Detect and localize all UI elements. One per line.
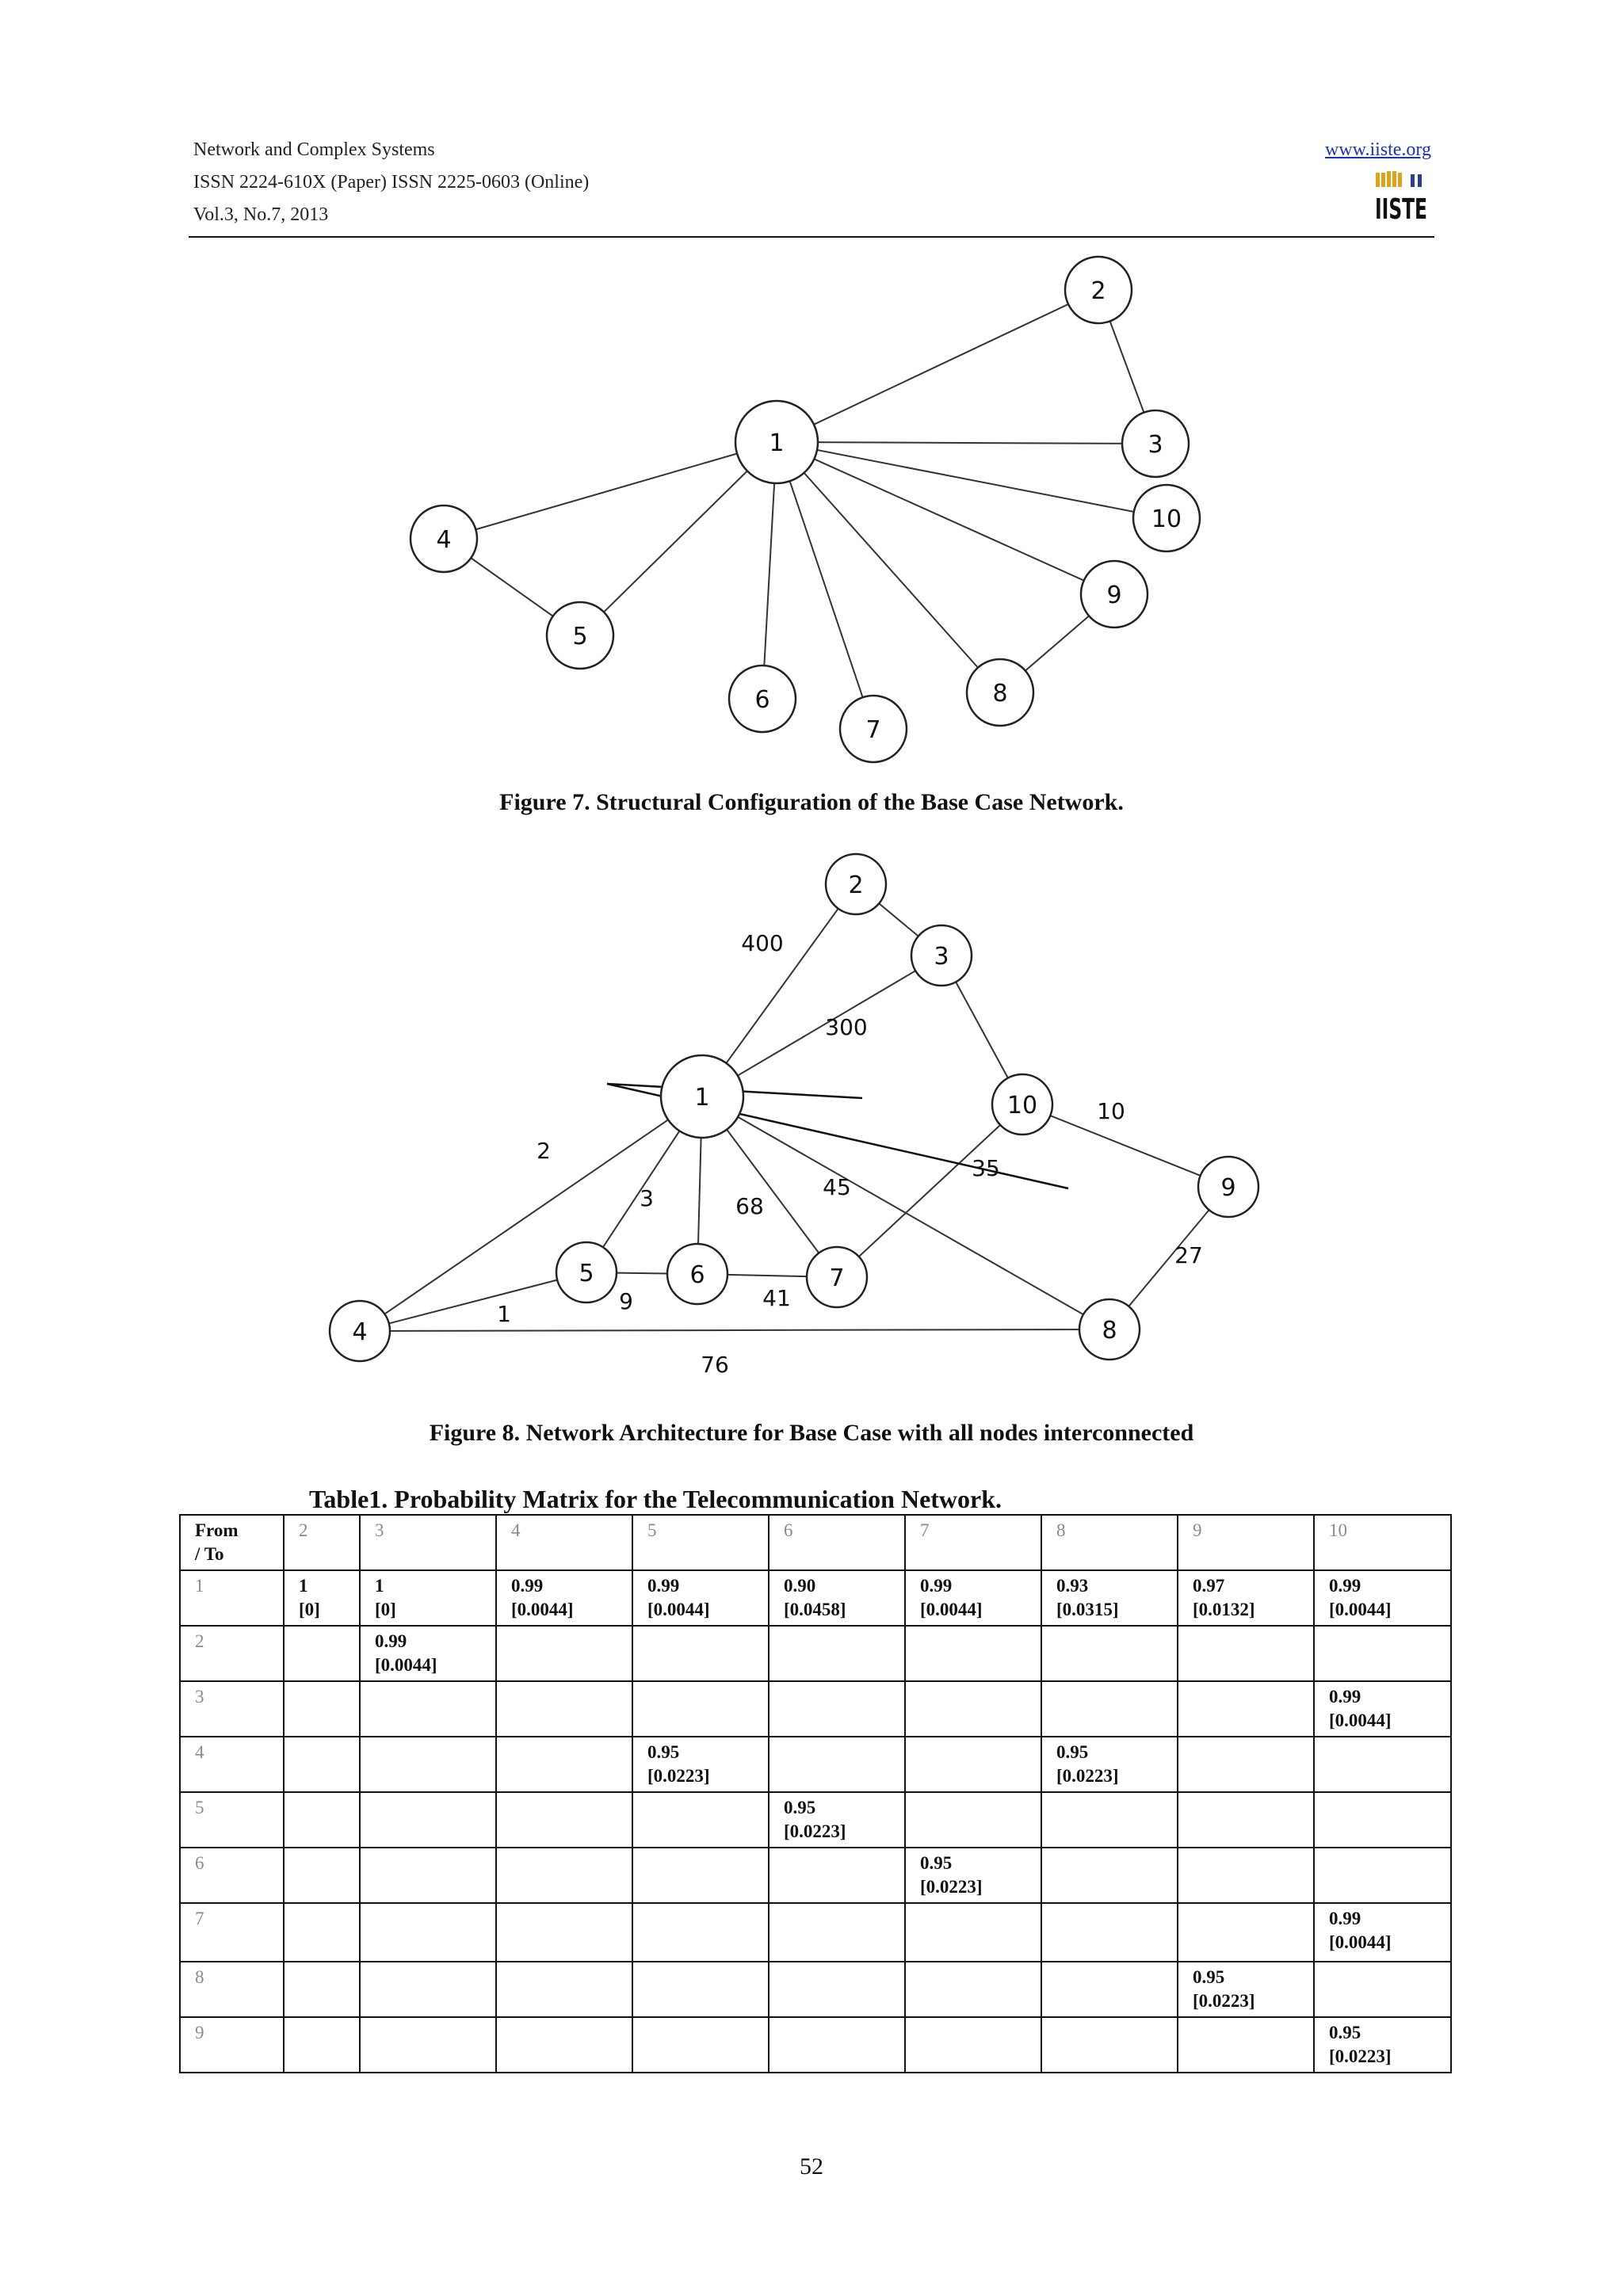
table-row — [180, 2017, 1451, 2073]
fig7-node-3 — [1122, 410, 1189, 477]
fig8-edge-1-4 — [360, 1097, 702, 1331]
table-cell: 0.99 [0.0044] — [905, 1570, 1041, 1626]
table-row — [180, 1848, 1451, 1903]
table-column-header: 6 — [769, 1515, 905, 1570]
table-column-header: 7 — [905, 1515, 1041, 1570]
table-cell — [905, 2017, 1041, 2073]
table-row-header: 1 — [180, 1570, 284, 1626]
table-cell — [905, 1962, 1041, 2017]
table-row-header: 4 — [180, 1737, 284, 1792]
table-cell: 0.99 [0.0044] — [1314, 1570, 1451, 1626]
figure8-network-diagram — [301, 849, 1284, 1388]
table-cell — [905, 1903, 1041, 1962]
table-cell — [284, 1681, 360, 1737]
svg-text:6: 6 — [689, 1261, 705, 1289]
svg-text:1: 1 — [694, 1084, 710, 1112]
table-cell: 0.99 [0.0044] — [1314, 1681, 1451, 1737]
svg-text:5: 5 — [572, 623, 588, 650]
fig8-edge-10-9 — [1022, 1104, 1228, 1187]
fig8-node-7 — [807, 1247, 867, 1307]
table-cell — [284, 1626, 360, 1681]
table-cell — [632, 1903, 769, 1962]
website-link[interactable]: www.iiste.org — [1325, 139, 1431, 160]
table-cell — [1041, 1626, 1178, 1681]
fig8-edge-4-8 — [360, 1329, 1109, 1331]
svg-text:3: 3 — [934, 943, 949, 971]
table-cell — [1314, 1792, 1451, 1848]
table-row — [180, 1737, 1451, 1792]
table-column-header: 10 — [1314, 1515, 1451, 1570]
svg-text:6: 6 — [754, 686, 770, 714]
table-cell — [1178, 1737, 1314, 1792]
table-cell — [284, 1792, 360, 1848]
table-cell — [360, 1848, 496, 1903]
table-cell — [769, 1681, 905, 1737]
fig7-node-9 — [1081, 561, 1148, 627]
table-cell — [1314, 1626, 1451, 1681]
svg-text:10: 10 — [1006, 1092, 1038, 1119]
fig7-node-5 — [547, 602, 613, 669]
table-cell — [1041, 1848, 1178, 1903]
table-row-header: 2 — [180, 1626, 284, 1681]
issn-line: ISSN 2224-610X (Paper) ISSN 2225-0603 (Online) — [193, 172, 590, 193]
table-row — [180, 1681, 1451, 1737]
fig8-edge-label-6-7: 41 — [762, 1285, 791, 1311]
table-cell — [1178, 1903, 1314, 1962]
table-row — [180, 1626, 1451, 1681]
table-cell — [1041, 1962, 1178, 2017]
table-cell — [496, 1792, 632, 1848]
volume-line: Vol.3, No.7, 2013 — [193, 204, 329, 225]
fig8-edge-10-7 — [837, 1104, 1022, 1277]
fig8-node-5 — [556, 1242, 617, 1302]
fig7-node-2 — [1065, 257, 1132, 323]
figure8-caption: Figure 8. Network Architecture for Base Case with all nodes interconnected — [429, 1420, 1194, 1446]
svg-text:8: 8 — [992, 680, 1008, 707]
table-cell — [1314, 1962, 1451, 2017]
table-row-header: 6 — [180, 1848, 284, 1903]
table-cell — [284, 2017, 360, 2073]
svg-text:3: 3 — [1148, 431, 1163, 459]
table-cell — [769, 1737, 905, 1792]
table-cell: 0.97 [0.0132] — [1178, 1570, 1314, 1626]
fig7-edge-1-3 — [777, 442, 1155, 444]
table-cell — [496, 1903, 632, 1962]
table-cell — [769, 1848, 905, 1903]
fig7-edge-1-2 — [777, 290, 1098, 442]
fig8-node-1 — [661, 1055, 743, 1138]
table-cell — [360, 2017, 496, 2073]
svg-text:5: 5 — [579, 1260, 594, 1287]
fig8-edge-label-4-8: 76 — [701, 1352, 729, 1378]
table-cell — [284, 1737, 360, 1792]
table-cell — [1178, 1792, 1314, 1848]
table-row — [180, 1570, 1451, 1626]
table-cell — [496, 2017, 632, 2073]
table-cell: 1 [0] — [360, 1570, 496, 1626]
table-cell — [496, 1848, 632, 1903]
svg-text:10: 10 — [1151, 505, 1182, 533]
table-cell — [769, 1626, 905, 1681]
table-cell — [632, 2017, 769, 2073]
table-cell — [1041, 2017, 1178, 2073]
table-header-row — [180, 1515, 1451, 1570]
figure7-network-diagram — [349, 252, 1252, 775]
table-row-header: 5 — [180, 1792, 284, 1848]
table-cell: 0.95 [0.0223] — [1178, 1962, 1314, 2017]
figure7-edges — [444, 290, 1167, 729]
table-cell — [360, 1792, 496, 1848]
table-cell — [632, 1848, 769, 1903]
svg-text:7: 7 — [865, 716, 881, 744]
svg-text:4: 4 — [352, 1318, 368, 1346]
table-cell — [1041, 1792, 1178, 1848]
svg-text:9: 9 — [1220, 1174, 1236, 1202]
fig8-node-6 — [667, 1244, 727, 1304]
fig8-node-3 — [911, 925, 972, 986]
table-cell — [769, 2017, 905, 2073]
table-cell — [496, 1737, 632, 1792]
table-cell — [496, 1962, 632, 2017]
table-row-header: 7 — [180, 1903, 284, 1962]
fig8-edge-label-10-7: 35 — [972, 1155, 1000, 1181]
table-cell — [1178, 2017, 1314, 2073]
table-cell — [632, 1962, 769, 2017]
table-row-header: 9 — [180, 2017, 284, 2073]
svg-text:9: 9 — [1106, 582, 1122, 609]
table-cell — [360, 1737, 496, 1792]
fig8-edge-label-4-5: 1 — [497, 1301, 511, 1327]
table-cell — [1314, 1848, 1451, 1903]
table-cell: 0.99 [0.0044] — [1314, 1903, 1451, 1962]
table-row — [180, 1962, 1451, 2017]
table-cell: 0.95 [0.0223] — [769, 1792, 905, 1848]
iiste-logo — [1374, 170, 1430, 228]
svg-text:7: 7 — [829, 1264, 845, 1292]
svg-text:8: 8 — [1102, 1317, 1117, 1344]
table-cell — [1178, 1626, 1314, 1681]
table-cell — [284, 1962, 360, 2017]
table-row-header: 3 — [180, 1681, 284, 1737]
header-rule — [189, 236, 1434, 238]
table-cell — [1041, 1681, 1178, 1737]
fig7-edge-1-9 — [777, 442, 1114, 594]
table-cell — [360, 1962, 496, 2017]
table-cell: 0.99 [0.0044] — [632, 1570, 769, 1626]
table-cell: 0.90 [0.0458] — [769, 1570, 905, 1626]
table-cell — [769, 1962, 905, 2017]
fig8-edge-label-10-9: 10 — [1097, 1098, 1125, 1124]
table-row-header: 8 — [180, 1962, 284, 2017]
table-cell — [1314, 1737, 1451, 1792]
fig8-node-2 — [826, 854, 886, 914]
table-cell — [284, 1903, 360, 1962]
fig8-node-8 — [1079, 1299, 1140, 1360]
fig7-node-6 — [729, 666, 796, 732]
table-cell — [360, 1903, 496, 1962]
table-cell — [905, 1626, 1041, 1681]
table-cell — [496, 1626, 632, 1681]
fig8-edge-label-5-6: 9 — [619, 1288, 633, 1314]
table-corner-header: From / To — [180, 1515, 284, 1570]
table-cell — [360, 1681, 496, 1737]
svg-text:IISTE: IISTE — [1375, 193, 1427, 226]
fig8-edge-label-1-5: 3 — [640, 1185, 654, 1211]
fig8-node-9 — [1198, 1157, 1258, 1217]
table-column-header: 5 — [632, 1515, 769, 1570]
fig8-edge-label-9-8: 27 — [1174, 1242, 1203, 1268]
fig7-node-10 — [1133, 485, 1200, 551]
table-cell — [632, 1681, 769, 1737]
table-cell — [905, 1792, 1041, 1848]
fig8-edge-label-1-7: 45 — [823, 1174, 851, 1200]
fig7-node-8 — [967, 659, 1033, 726]
table-column-header: 8 — [1041, 1515, 1178, 1570]
table-cell — [769, 1903, 905, 1962]
fig7-node-4 — [411, 505, 477, 572]
table-column-header: 2 — [284, 1515, 360, 1570]
fig8-edge-label-1-2: 400 — [741, 930, 784, 956]
table-cell — [905, 1681, 1041, 1737]
table-caption: Table1. Probability Matrix for the Telecommunication Network. — [309, 1485, 1002, 1513]
table-cell: 1 [0] — [284, 1570, 360, 1626]
table-cell: 0.99 [0.0044] — [496, 1570, 632, 1626]
table-cell: 0.99 [0.0044] — [360, 1626, 496, 1681]
table-cell — [905, 1737, 1041, 1792]
page-number: 52 — [800, 2153, 823, 2180]
table-cell — [1178, 1681, 1314, 1737]
table-cell: 0.93 [0.0315] — [1041, 1570, 1178, 1626]
table-row — [180, 1903, 1451, 1962]
fig8-edge-label-1-4: 2 — [537, 1138, 551, 1164]
probability-matrix-table — [179, 1514, 1452, 2073]
figure7-caption: Figure 7. Structural Configuration of the Base Case Network. — [499, 789, 1124, 815]
fig8-edge-label-1-3: 300 — [825, 1014, 868, 1040]
fig8-node-10 — [992, 1074, 1052, 1135]
svg-text:2: 2 — [1090, 277, 1106, 305]
table-cell: 0.95 [0.0223] — [1041, 1737, 1178, 1792]
table-column-header: 3 — [360, 1515, 496, 1570]
table-cell — [632, 1626, 769, 1681]
fig7-node-1 — [735, 401, 818, 483]
table-cell — [284, 1848, 360, 1903]
table-column-header: 9 — [1178, 1515, 1314, 1570]
table-cell — [1178, 1848, 1314, 1903]
svg-text:1: 1 — [769, 429, 785, 457]
fig7-node-7 — [840, 696, 907, 762]
table-cell: 0.95 [0.0223] — [632, 1737, 769, 1792]
fig8-edge-4-5 — [360, 1272, 586, 1331]
table-cell — [1041, 1903, 1178, 1962]
fig8-edge-label-1-6: 68 — [735, 1193, 764, 1219]
table-row — [180, 1792, 1451, 1848]
table-cell — [496, 1681, 632, 1737]
table-cell: 0.95 [0.0223] — [905, 1848, 1041, 1903]
table-column-header: 4 — [496, 1515, 632, 1570]
svg-text:2: 2 — [848, 871, 864, 899]
svg-text:4: 4 — [436, 526, 452, 554]
table-cell — [632, 1792, 769, 1848]
journal-name: Network and Complex Systems — [193, 139, 435, 160]
table-cell: 0.95 [0.0223] — [1314, 2017, 1451, 2073]
fig8-node-4 — [330, 1301, 390, 1361]
